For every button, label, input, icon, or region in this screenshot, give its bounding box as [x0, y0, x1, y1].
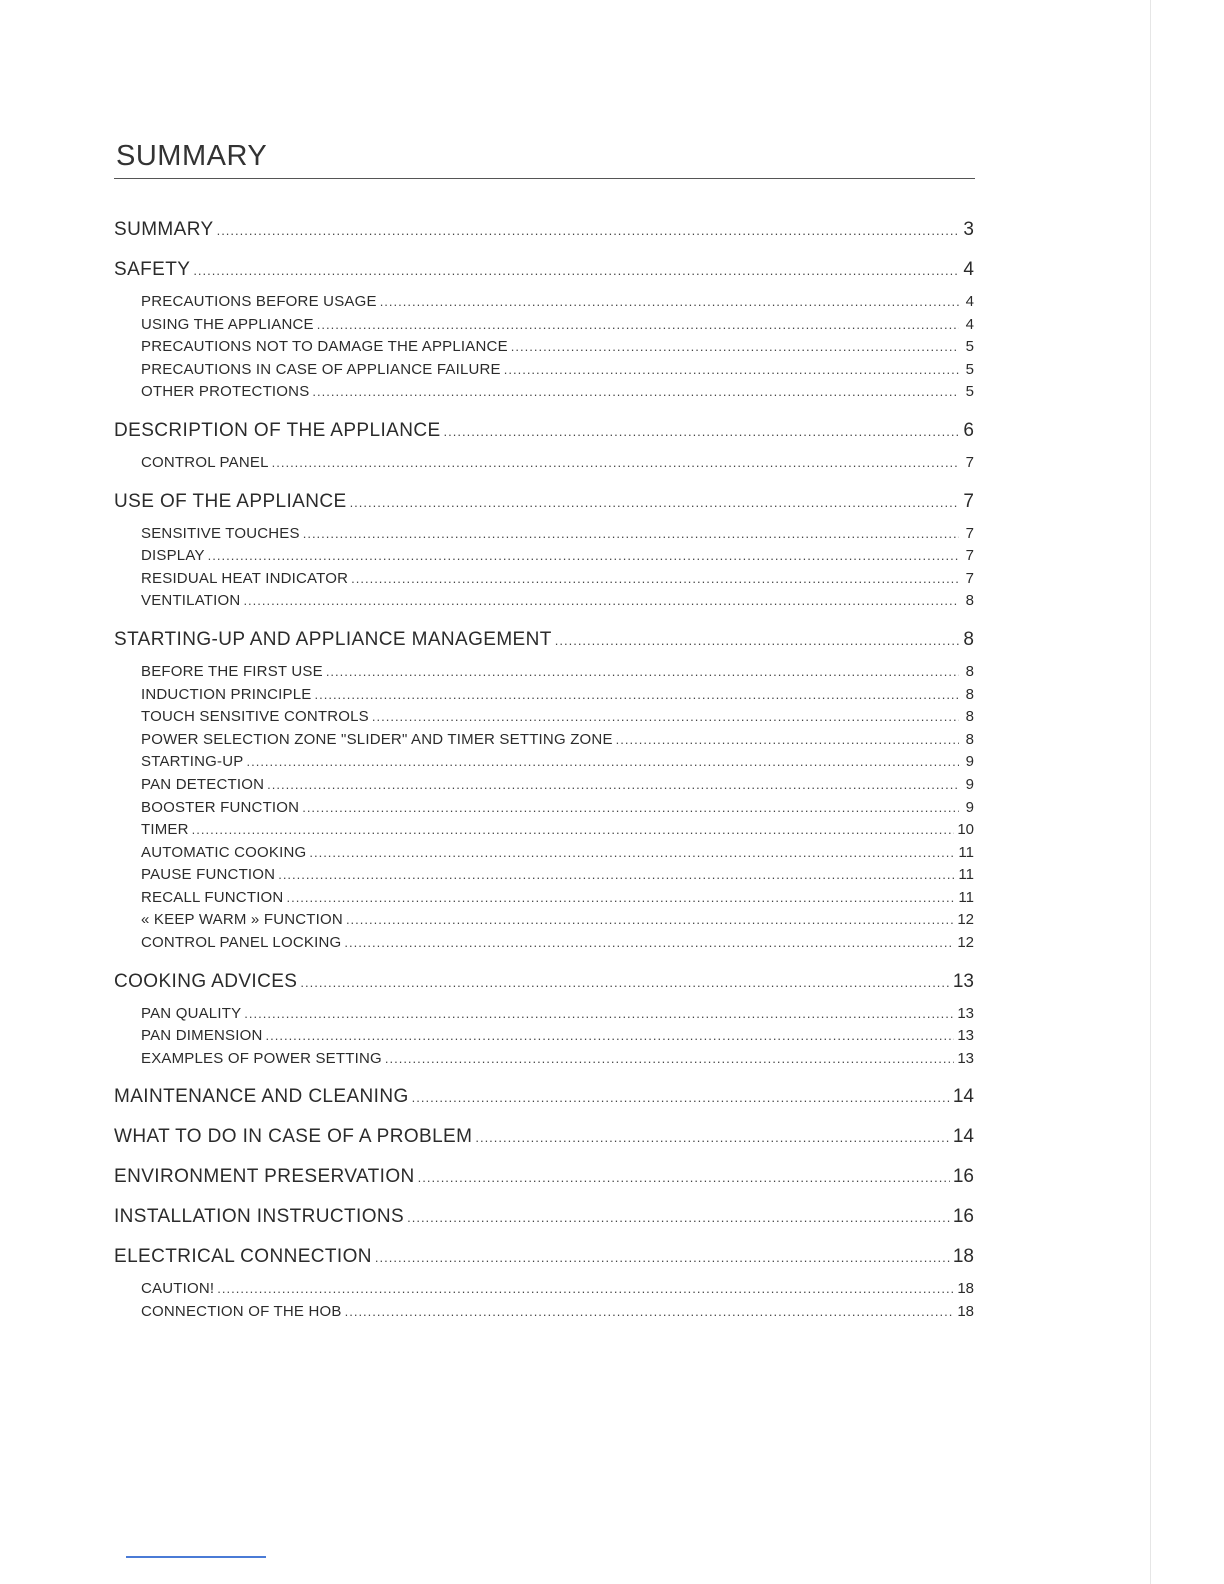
toc-dot-leader	[266, 1028, 955, 1043]
toc-subsection-entry[interactable]	[114, 547, 974, 570]
toc-subsection-entry[interactable]	[114, 338, 974, 361]
toc-dot-leader	[217, 1281, 954, 1296]
toc-entry-label: CAUTION!	[141, 1280, 215, 1298]
toc-entry-label: EXAMPLES OF POWER SETTING	[141, 1049, 382, 1067]
toc-entry-label: CONTROL PANEL	[141, 453, 269, 471]
toc-dot-leader	[217, 223, 959, 238]
toc-page-number: 7	[965, 453, 974, 471]
toc-page-number: 7	[965, 547, 974, 565]
toc-dot-leader	[351, 571, 959, 586]
toc-entry-label: USE OF THE APPLIANCE	[114, 490, 347, 512]
page-title: SUMMARY	[116, 140, 268, 172]
toc-page-number: 7	[965, 524, 974, 542]
toc-entry-label: STARTING-UP	[141, 753, 244, 771]
toc-entry-label: PRECAUTIONS BEFORE USAGE	[141, 293, 377, 310]
toc-entry-label: USING THE APPLIANCE	[141, 315, 314, 333]
toc-entry-label: AUTOMATIC COOKING	[141, 843, 307, 861]
toc-dot-leader	[246, 754, 959, 769]
toc-page-number: 8	[965, 730, 974, 748]
toc-entry-label: INDUCTION PRINCIPLE	[141, 685, 312, 703]
page-edge-line	[1150, 0, 1151, 1584]
toc-page-number: 13	[957, 1049, 974, 1067]
toc-entry-label: TIMER	[141, 821, 189, 839]
toc-entry-label: TOUCH SENSITIVE CONTROLS	[141, 708, 369, 726]
toc-page-number: 4	[963, 259, 974, 280]
toc-subsection-entry[interactable]	[114, 934, 974, 957]
toc-section-entry[interactable]	[114, 629, 974, 655]
toc-dot-leader	[385, 1051, 954, 1066]
toc-entry-label: PRECAUTIONS IN CASE OF APPLIANCE FAILURE	[141, 360, 501, 378]
toc-dot-leader	[317, 317, 959, 332]
toc-page-number: 4	[965, 315, 974, 333]
toc-page-number: 4	[965, 293, 974, 310]
toc-entry-label: PRECAUTIONS NOT TO DAMAGE THE APPLIANCE	[141, 338, 508, 356]
toc-page-number: 5	[965, 383, 974, 401]
toc-dot-leader	[344, 935, 954, 950]
toc-dot-leader	[272, 455, 959, 470]
toc-dot-leader	[412, 1090, 950, 1105]
toc-entry-label: ENVIRONMENT PRESERVATION	[114, 1166, 415, 1188]
toc-entry-label: RECALL FUNCTION	[141, 888, 284, 906]
toc-entry-label: INSTALLATION INSTRUCTIONS	[114, 1206, 405, 1228]
toc-page-number: 12	[957, 911, 974, 929]
toc-subsection-entry[interactable]	[114, 731, 974, 754]
toc-subsection-entry[interactable]	[114, 1280, 974, 1303]
toc-entry-label: COOKING ADVICES	[114, 970, 298, 992]
toc-entry-label: DISPLAY	[141, 547, 205, 565]
toc-entry-label: VENTILATION	[141, 592, 241, 610]
toc-subsection-entry[interactable]	[114, 821, 974, 844]
toc-page-number: 7	[963, 490, 974, 512]
toc-page-number: 11	[958, 843, 974, 861]
toc-subsection-entry[interactable]	[114, 570, 974, 593]
toc-dot-leader	[309, 845, 955, 860]
toc-page-number: 16	[952, 1166, 974, 1188]
toc-section-entry[interactable]	[114, 1206, 974, 1232]
toc-page-number: 6	[963, 419, 974, 441]
toc-page-number: 12	[957, 934, 974, 952]
toc-subsection-entry[interactable]	[114, 1050, 974, 1073]
toc-dot-leader	[616, 732, 959, 747]
toc-dot-leader	[244, 1006, 954, 1021]
toc-subsection-entry[interactable]	[114, 866, 974, 889]
toc-section-entry[interactable]	[114, 491, 974, 517]
toc-section-entry[interactable]	[114, 219, 974, 245]
toc-section-entry[interactable]	[114, 1166, 974, 1192]
toc-subsection-entry[interactable]	[114, 799, 974, 822]
toc-dot-leader	[418, 1170, 950, 1185]
toc-entry-label: OTHER PROTECTIONS	[141, 383, 310, 401]
toc-subsection-entry[interactable]	[114, 1303, 974, 1326]
toc-page-number: 11	[958, 888, 974, 906]
toc-page-number: 14	[952, 1086, 974, 1108]
toc-subsection-entry[interactable]	[114, 889, 974, 912]
toc-section-entry[interactable]	[114, 1126, 974, 1152]
toc-subsection-entry[interactable]	[114, 663, 974, 686]
toc-dot-leader	[303, 526, 959, 541]
toc-subsection-entry[interactable]	[114, 293, 974, 316]
toc-subsection-entry[interactable]	[114, 361, 974, 384]
toc-dot-leader	[504, 362, 959, 377]
toc-dot-leader	[192, 822, 955, 837]
toc-entry-label: CONTROL PANEL LOCKING	[141, 934, 342, 952]
toc-dot-leader	[555, 633, 959, 648]
toc-section-entry[interactable]	[114, 1246, 974, 1272]
toc-dot-leader	[315, 687, 960, 702]
toc-entry-label: BEFORE THE FIRST USE	[141, 662, 323, 680]
toc-subsection-entry[interactable]	[114, 911, 974, 934]
toc-entry-label: MAINTENANCE AND CLEANING	[114, 1086, 409, 1108]
title-underline	[114, 178, 975, 179]
toc-page-number: 10	[957, 821, 974, 839]
toc-dot-leader	[312, 384, 959, 399]
toc-subsection-entry[interactable]	[114, 753, 974, 776]
toc-dot-leader	[300, 975, 949, 990]
toc-subsection-entry[interactable]	[114, 844, 974, 867]
toc-dot-leader	[475, 1130, 950, 1145]
toc-subsection-entry[interactable]	[114, 592, 974, 615]
toc-page-number: 8	[965, 685, 974, 703]
toc-page-number: 9	[965, 798, 974, 816]
toc-page-number: 18	[952, 1246, 974, 1268]
toc-dot-leader	[286, 890, 955, 905]
toc-section-entry[interactable]	[114, 420, 974, 446]
toc-section-entry[interactable]	[114, 259, 974, 285]
toc-page-number: 9	[965, 753, 974, 771]
toc-page-number: 8	[963, 628, 974, 650]
toc-subsection-entry[interactable]	[114, 1005, 974, 1028]
toc-subsection-entry[interactable]	[114, 708, 974, 731]
toc-page-number: 5	[965, 360, 974, 378]
toc-dot-leader	[380, 294, 959, 309]
toc-page-number: 8	[965, 592, 974, 610]
toc-dot-leader	[350, 495, 959, 510]
table-of-contents	[114, 219, 974, 1326]
toc-entry-label: PAN DETECTION	[141, 775, 265, 793]
toc-page-number: 13	[957, 1027, 974, 1045]
toc-page-number: 14	[952, 1126, 974, 1148]
toc-entry-label: DESCRIPTION OF THE APPLIANCE	[114, 419, 441, 441]
toc-section-entry[interactable]	[114, 1086, 974, 1112]
toc-entry-label: SENSITIVE TOUCHES	[141, 524, 300, 542]
toc-subsection-entry[interactable]	[114, 454, 974, 477]
toc-page-number: 5	[965, 338, 974, 356]
toc-entry-label: SAFETY	[114, 259, 191, 280]
toc-entry-label: POWER SELECTION ZONE "SLIDER" AND TIMER SETTING ZONE	[141, 730, 613, 748]
toc-entry-label: ELECTRICAL CONNECTION	[114, 1246, 372, 1268]
toc-page-number: 8	[965, 662, 974, 680]
toc-dot-leader	[326, 664, 959, 679]
toc-dot-leader	[345, 1304, 955, 1319]
toc-dot-leader	[511, 339, 959, 354]
toc-page-number: 7	[965, 569, 974, 587]
toc-entry-label: « KEEP WARM » FUNCTION	[141, 911, 343, 929]
toc-subsection-entry[interactable]	[114, 686, 974, 709]
toc-dot-leader	[375, 1250, 950, 1265]
toc-dot-leader	[346, 912, 954, 927]
toc-entry-label: PAN QUALITY	[141, 1004, 242, 1022]
toc-subsection-entry[interactable]	[114, 525, 974, 548]
toc-subsection-entry[interactable]	[114, 383, 974, 406]
toc-subsection-entry[interactable]	[114, 1027, 974, 1050]
toc-subsection-entry[interactable]	[114, 776, 974, 799]
toc-dot-leader	[372, 709, 959, 724]
toc-page-number: 16	[952, 1206, 974, 1228]
toc-entry-label: PAN DIMENSION	[141, 1027, 263, 1045]
toc-entry-label: BOOSTER FUNCTION	[141, 798, 300, 816]
toc-entry-label: SUMMARY	[114, 219, 214, 240]
toc-dot-leader	[407, 1210, 950, 1225]
toc-page-number: 13	[957, 1004, 974, 1022]
toc-page-number: 3	[963, 219, 974, 240]
toc-entry-label: PAUSE FUNCTION	[141, 866, 276, 884]
toc-dot-leader	[208, 548, 959, 563]
toc-page-number: 18	[957, 1303, 974, 1321]
toc-dot-leader	[267, 777, 959, 792]
toc-dot-leader	[243, 593, 959, 608]
toc-page-number: 18	[957, 1280, 974, 1298]
toc-entry-label: CONNECTION OF THE HOB	[141, 1303, 342, 1321]
toc-dot-leader	[444, 424, 959, 439]
toc-entry-label: WHAT TO DO IN CASE OF A PROBLEM	[114, 1126, 473, 1148]
toc-section-entry[interactable]	[114, 971, 974, 997]
toc-dot-leader	[302, 800, 959, 815]
toc-subsection-entry[interactable]	[114, 316, 974, 339]
toc-dot-leader	[278, 867, 955, 882]
toc-dot-leader	[193, 263, 959, 278]
toc-entry-label: RESIDUAL HEAT INDICATOR	[141, 569, 349, 587]
footer-link-underline	[126, 1556, 266, 1558]
toc-page-number: 9	[965, 775, 974, 793]
toc-page-number: 8	[965, 708, 974, 726]
toc-page-number: 13	[952, 970, 974, 992]
toc-entry-label: STARTING-UP AND APPLIANCE MANAGEMENT	[114, 628, 552, 650]
toc-page-number: 11	[958, 866, 974, 884]
